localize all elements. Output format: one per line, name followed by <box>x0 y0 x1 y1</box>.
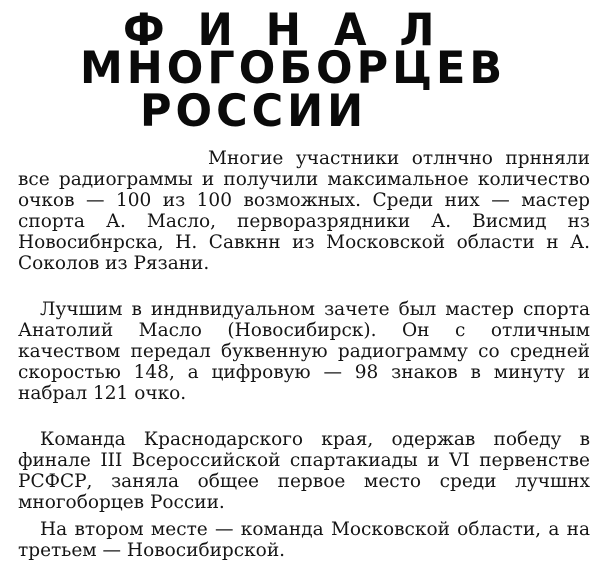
paragraph-top-scorers: Многие участники отлнчно прнняли все радиограммы и получили максимальное количество очков — 100 из 100 возможных. Среди них — мастер спорта А. Масло, перворазрядники А. Висмид нз Новосибнрска, Н. Савкнн из Московской области н А. Соколов из Рязани. <box>18 148 590 274</box>
article-body <box>18 148 590 561</box>
paragraph-team-winner: Команда Краснодарского края, одержав победу в финале III Всероссийской спартакиады и VI первенстве РСФСР, заняла общее первое место среди лучшнх многоборцев России. <box>18 429 590 513</box>
paragraph-runners-up: На втором месте — команда Московской области, а на третьем — Новосибирской. <box>18 519 590 561</box>
headline-line-1: ФИНАЛ <box>123 3 468 56</box>
paragraph-individual-winner: Лучшим в инднвидуальном зачете был мастер спорта Анатолий Масло (Новосибирск). Он с отличным качеством передал буквенную радиограмму со средней скоростью 148, а цифровую — 98 знаков в минуту и набрал 121 очко. <box>18 299 590 404</box>
headline-line-3: РОССИИ <box>140 85 368 138</box>
headline-line-2: МНОГОБОРЦЕВ <box>80 42 507 95</box>
